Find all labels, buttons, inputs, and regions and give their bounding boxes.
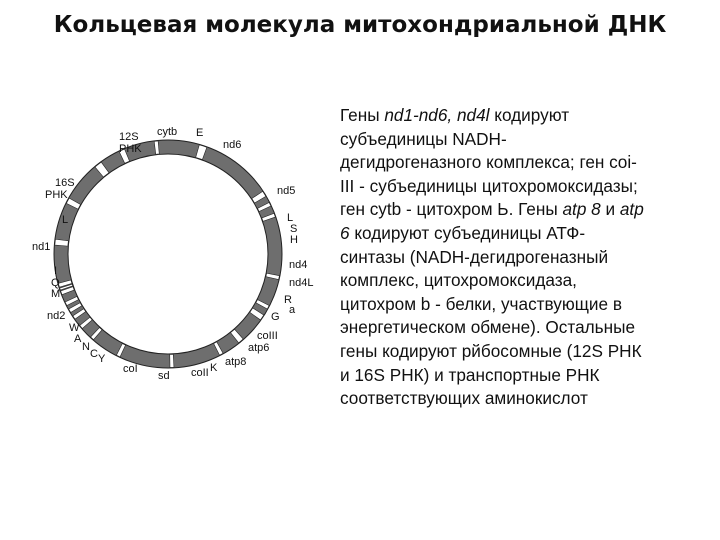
gene-label: coII	[191, 367, 209, 379]
gene-label: 16S	[55, 177, 75, 189]
gene-label: a	[289, 304, 296, 316]
text-line: энергетическом обмене). Остальные	[340, 317, 636, 338]
text-line: дегидрогеназного комплекса; ген coi-	[340, 152, 637, 173]
text-line: Гены nd1-nd6, nd4l кодируют	[340, 105, 570, 125]
text-line: III - субъединицы цитохромоксидазы;	[340, 175, 638, 196]
gene-label: coIII	[257, 330, 278, 342]
gene-label: K	[210, 362, 218, 374]
gene-label: nd6	[223, 139, 242, 151]
gene-label: 12S	[119, 131, 139, 143]
gene-label: C	[90, 348, 98, 360]
gene-label: coI	[123, 363, 138, 375]
slide-title: Кольцевая молекула митохондриальной ДНК	[53, 12, 667, 38]
text-line: синтазы (NADH-дегидрогеназный	[340, 246, 609, 267]
gene-label: Y	[98, 353, 106, 365]
gene-label: nd1	[32, 241, 51, 253]
gene-label: cytb	[157, 126, 178, 138]
gene-label: atp6	[248, 342, 270, 354]
gene-label: atp8	[225, 356, 247, 368]
text-line: соответствующих аминокислот	[340, 388, 588, 409]
gene-label: nd2	[47, 310, 66, 322]
gene-label: L	[62, 214, 69, 226]
text-line: ген cytb - цитохром Ь. Гены atp 8 и atp	[340, 199, 644, 220]
gene-label: sd	[158, 370, 170, 382]
text-line: цитохром b - белки, участвующие в	[340, 293, 622, 314]
gene-label: nd5	[277, 185, 296, 197]
text-line: субъединицы NADH-	[340, 128, 507, 149]
gene-label: N	[82, 341, 90, 353]
gene-label: H	[290, 234, 298, 246]
gene-label: nd4	[289, 259, 308, 271]
gene-label: nd4L	[289, 277, 314, 289]
gene-label: E	[196, 127, 204, 139]
mtdna-ring-diagram	[25, 120, 325, 400]
gene-label: L	[287, 212, 294, 224]
gene-label: R	[284, 294, 292, 306]
gene-label: W	[69, 322, 80, 334]
gene-label: PHK	[45, 189, 68, 201]
text-line: комплекс, цитохромоксидаза,	[340, 270, 577, 291]
gene-label: PHK	[119, 143, 142, 155]
ring-inner-edge	[68, 154, 268, 354]
gene-label: G	[271, 311, 280, 323]
gene-label: I	[54, 265, 58, 277]
mtdna-ring-svg	[25, 120, 325, 400]
gene-label: M	[51, 288, 61, 300]
text-line: 6 кодируют субъединицы АТФ-	[340, 222, 586, 243]
text-line: гены кодируют рйбосомные (12S РНК	[340, 340, 642, 361]
gene-label: Q	[51, 277, 60, 289]
ring-gap-marker	[170, 354, 174, 367]
text-line: и 16S РНК) и транспортные РНК	[340, 364, 600, 385]
description-text	[340, 104, 705, 411]
gene-label: S	[290, 223, 298, 235]
gene-label: A	[74, 333, 82, 345]
